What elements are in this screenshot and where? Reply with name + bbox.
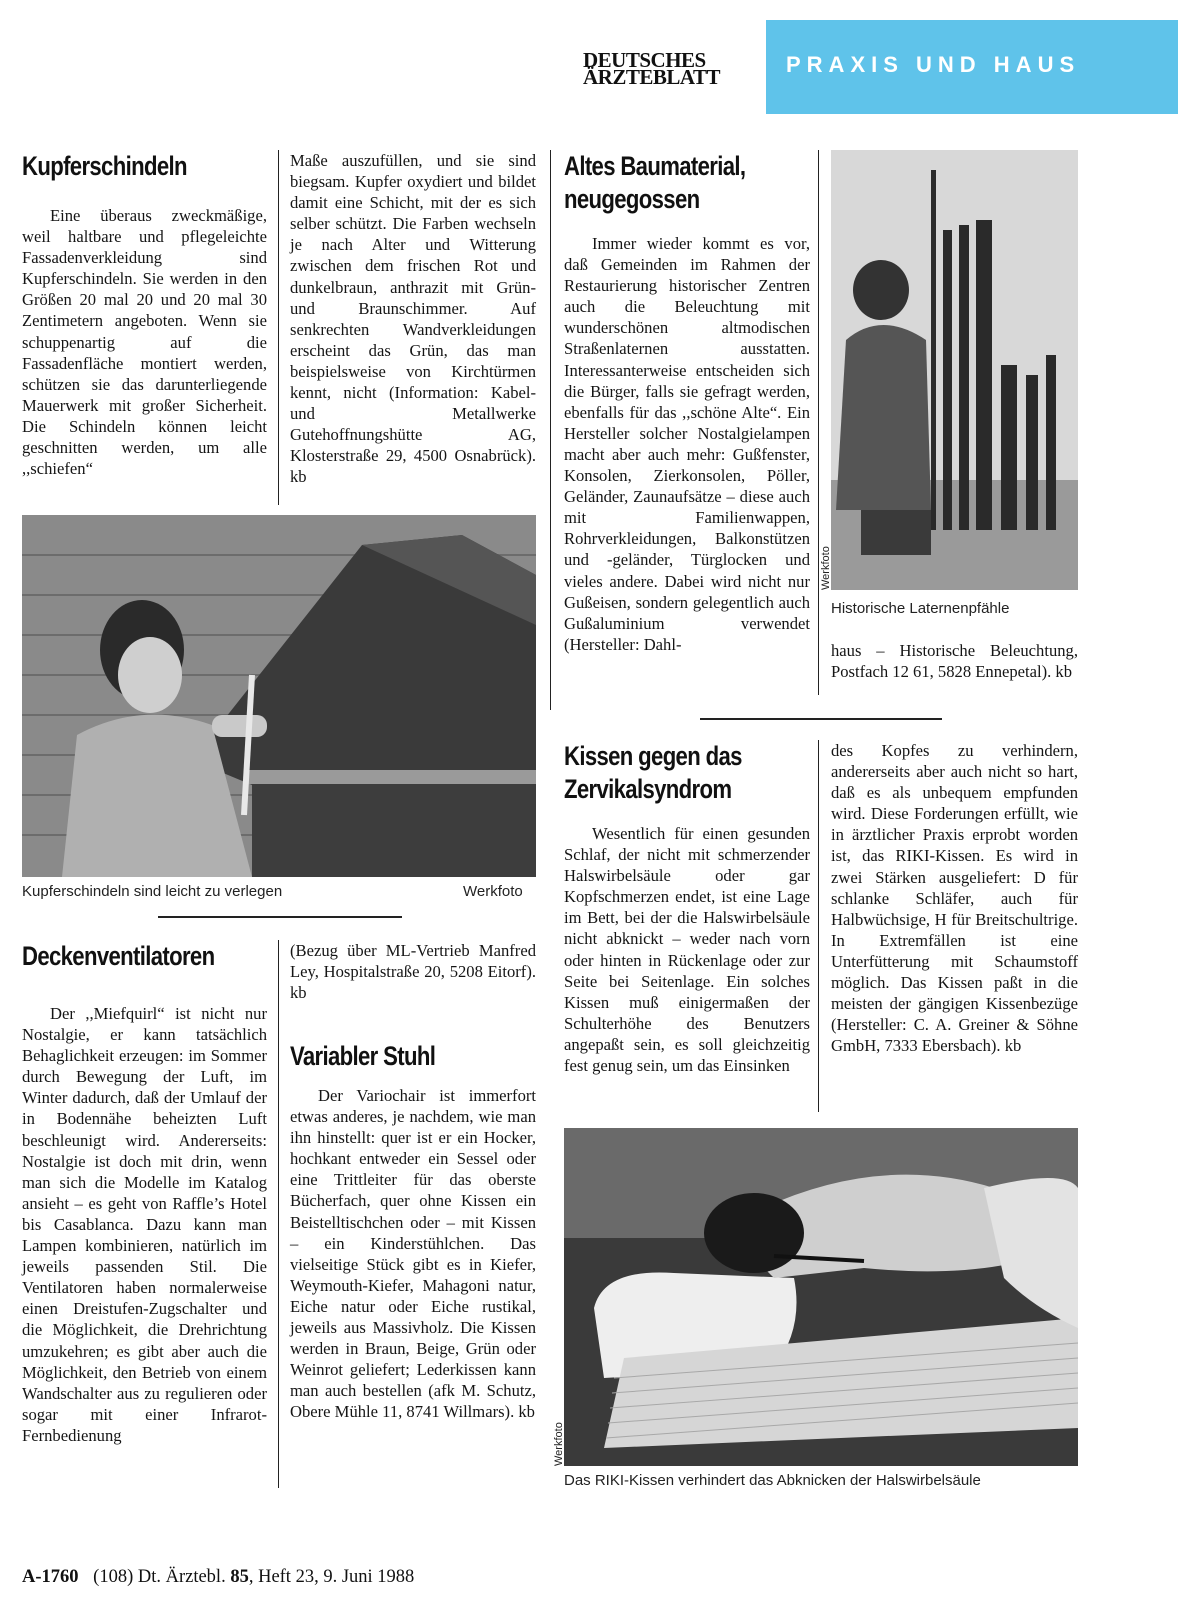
photo-copper-shingles xyxy=(22,515,536,877)
section-title: PRAXIS UND HAUS xyxy=(786,52,1081,77)
article-body-kupferschindeln-col1: Eine überaus zweckmäßige, weil haltbare und pflegeleichte Fassadenverkleidung sind Kupferschindeln. Sie werden in den Größen 20 mal 20 und 20 mal 30 Zentimetern angeboten. Wenn sie schuppenartig auf die Fassadenfläche montiert werden, schützen sie das darunterliegende Mauerwerk mit großer Sicherheit. Die Schindeln können leicht geschnitten werden, um alle ,,schiefen“ xyxy=(22,206,267,479)
article-body-kupferschindeln-col2: Maße auszufüllen, und sie sind biegsam. Kupfer oxydiert und bildet damit eine Schicht, mit der es sich selber schützt. Die Farben wechseln je nach Alter und Witterung zwischen dem frischen Rot und dunkelbraun, anthrazit mit Grün- und Braunschimmer. Auf senkrechten Wandverkleidungen erscheint das Grün, das man beispielsweise von Kirchtürmen kennt, nicht (Information: Kabel- und Metallwerke Gutehoffnungshütte AG, Klosterstraße 29, 4500 Osnabrück). kb xyxy=(290,151,536,487)
article-body-baumaterial: Immer wieder kommt es vor, daß Gemeinden im Rahmen der Restaurierung historischer Zentren auch die Beleuchtung mit wunderschönen altmodischen Straßenlaternen ausstatten. Interessanterweise entscheiden sich die Bürger, falls sie gefragt werden, ebenfalls für das ,,schöne Alte“. Ein Hersteller solcher Nostalgielampen macht aber auch mehr: Gußfenster, Konsolen, Zierkonsolen, Pöller, Geländer, Zaunaufsätze – diese auch mit Familienwappen, Rohrverkleidungen, Balkonstützen und -geländer, Türglocken und vieles andere. Dabei wird nicht nur Gußeisen, sondern gelegentlich auch Gußaluminium verwendet (Hersteller: Dahl- xyxy=(564,234,810,654)
photo-caption-lamp-posts: Historische Laternenpfähle xyxy=(831,600,1010,617)
article-divider xyxy=(700,718,942,720)
photo-credit-pillow: Werkfoto xyxy=(553,1422,565,1466)
lamp-posts-illustration xyxy=(831,150,1078,590)
page-footer xyxy=(22,1567,414,1588)
photo-caption-copper: Kupferschindeln sind leicht zu verlegen xyxy=(22,883,283,900)
article-body-deckenventilatoren: Der ,,Miefquirl“ ist nicht nur Nostalgie, er kann tatsächlich Behaglichkeit erzeugen: im Sommer durch Bewegung der Luft, im Winter dadurch, daß der Umlauf der in Bodennähe beheizten Luft beschleunigt wird. Andererseits: Nostalgie ist doch mit drin, wenn man sich die Modelle im Katalog ansieht – es geht von Raffle’s Hotel bis Casablanca. Dazu kann man Lampen kombinieren, natürlich im jeweils passenden Stil. Die Ventilatoren haben normalerweise einen Dreistufen-Zugschalter und die Möglichkeit, die Drehrichtung umzukehren; es gibt aber auch die Möglichkeit, den Betrieb von einem Wandschalter aus zu regulieren oder sogar mit einer Infrarot-Fernbedienung xyxy=(22,1004,267,1445)
photo-lamp-posts xyxy=(831,150,1078,590)
article-body-variabler-stuhl: Der Variochair ist immerfort etwas anderes, je nachdem, wie man ihn hinstellt: quer ist er ein Hocker, hochkant entweder ein Sessel oder eine Trittleiter für das oberste Bücherfach, quer ohne Kissen ein Beistelltischchen oder – mit Kissen – ein Kinderstühlchen. Das vielseitige Stück gibt es in Kiefer, Weymouth-Kiefer, Mahagoni natur, Eiche natur oder Eiche rustikal, jeweils aus Massivholz. Die Kissen werden in Braun, Beige, Grün oder Weinrot geliefert; Lederkissen kann man auch bestellen (afk M. Schutz, Obere Mühle 11, 8741 Willmars). kb xyxy=(290,1086,536,1422)
photo-credit-lamp-posts: Werkfoto xyxy=(820,546,832,590)
section-banner xyxy=(766,20,1178,114)
copper-shingles-illustration xyxy=(22,515,536,877)
article-title-kissen-line1: Kissen gegen das xyxy=(564,741,742,771)
footer-volume: 85 xyxy=(230,1567,249,1587)
article-divider xyxy=(158,916,402,918)
footer-journal-info: (108) Dt. Ärztebl. xyxy=(93,1567,226,1587)
logo-line-1: DEUTSCHES xyxy=(583,48,706,72)
column-rule xyxy=(818,150,819,695)
article-body-deckenventilatoren-cont: (Bezug über ML-Vertrieb Manfred Ley, Hospitalstraße 20, 5208 Eitorf). kb xyxy=(290,941,536,1003)
column-rule xyxy=(278,150,279,505)
column-rule xyxy=(278,940,279,1488)
article-body-kissen-col1: Wesentlich für einen gesunden Schlaf, der nicht mit schmerzender Halswirbelsäule oder gar Kopfschmerzen endet, ist eine Lage im Bett, bei der die Halswirbelsäule nicht abknickt – weder nach vorn oder hinten in Rückenlage oder zur Seite bei Seitenlage. Ein solches Kissen muß einigermaßen der Schulterhöhe des Benutzers angepaßt sein, es soll gleichzeitig fest genug sein, um das Einsinken xyxy=(564,824,810,1076)
article-body-kissen-col2: des Kopfes zu verhindern, andererseits aber auch nicht so hart, daß es als unbequem empfunden wird. Diese Forderungen erfüllt, wie in ärztlicher Praxis erprobt worden ist, das RIKI-Kissen. Es wird in zwei Stärken ausgeliefert: D für schlanke Schläfer, auch für Halbwüchsige, H für Breitschultrige. In Extremfällen ist eine Unterfütterung mit Schaumstoff möglich. Das Kissen paßt in die meisten der gängigen Kissenbezüge (Hersteller: C. A. Greiner & Söhne GmbH, 7333 Ebersbach). kb xyxy=(831,741,1078,1056)
logo-line-2: ÄRZTEBLATT xyxy=(583,65,720,89)
article-body-baumaterial-cont: haus – Historische Beleuchtung, Postfach 12 61, 5828 Ennepetal). kb xyxy=(831,641,1078,682)
column-rule xyxy=(818,740,819,1112)
riki-pillow-illustration xyxy=(564,1128,1078,1466)
photo-riki-pillow xyxy=(564,1128,1078,1466)
footer-issue: , Heft 23, 9. Juni 1988 xyxy=(248,1567,415,1587)
article-title-kissen-line2: Zervikalsyndrom xyxy=(564,774,732,804)
article-title-variabler-stuhl: Variabler Stuhl xyxy=(290,1041,436,1071)
journal-logo xyxy=(583,48,753,89)
page-number: A-1760 xyxy=(22,1567,79,1587)
article-title-deckenventilatoren: Deckenventilatoren xyxy=(22,941,215,971)
article-title-kupferschindeln: Kupferschindeln xyxy=(22,151,187,181)
photo-caption-pillow: Das RIKI-Kissen verhindert das Abknicken der Halswirbelsäule xyxy=(564,1472,981,1489)
column-rule xyxy=(550,150,551,710)
article-title-baumaterial-line1: Altes Baumaterial, xyxy=(564,151,746,181)
photo-credit-copper: Werkfoto xyxy=(463,883,523,900)
article-title-baumaterial-line2: neugegossen xyxy=(564,184,700,214)
